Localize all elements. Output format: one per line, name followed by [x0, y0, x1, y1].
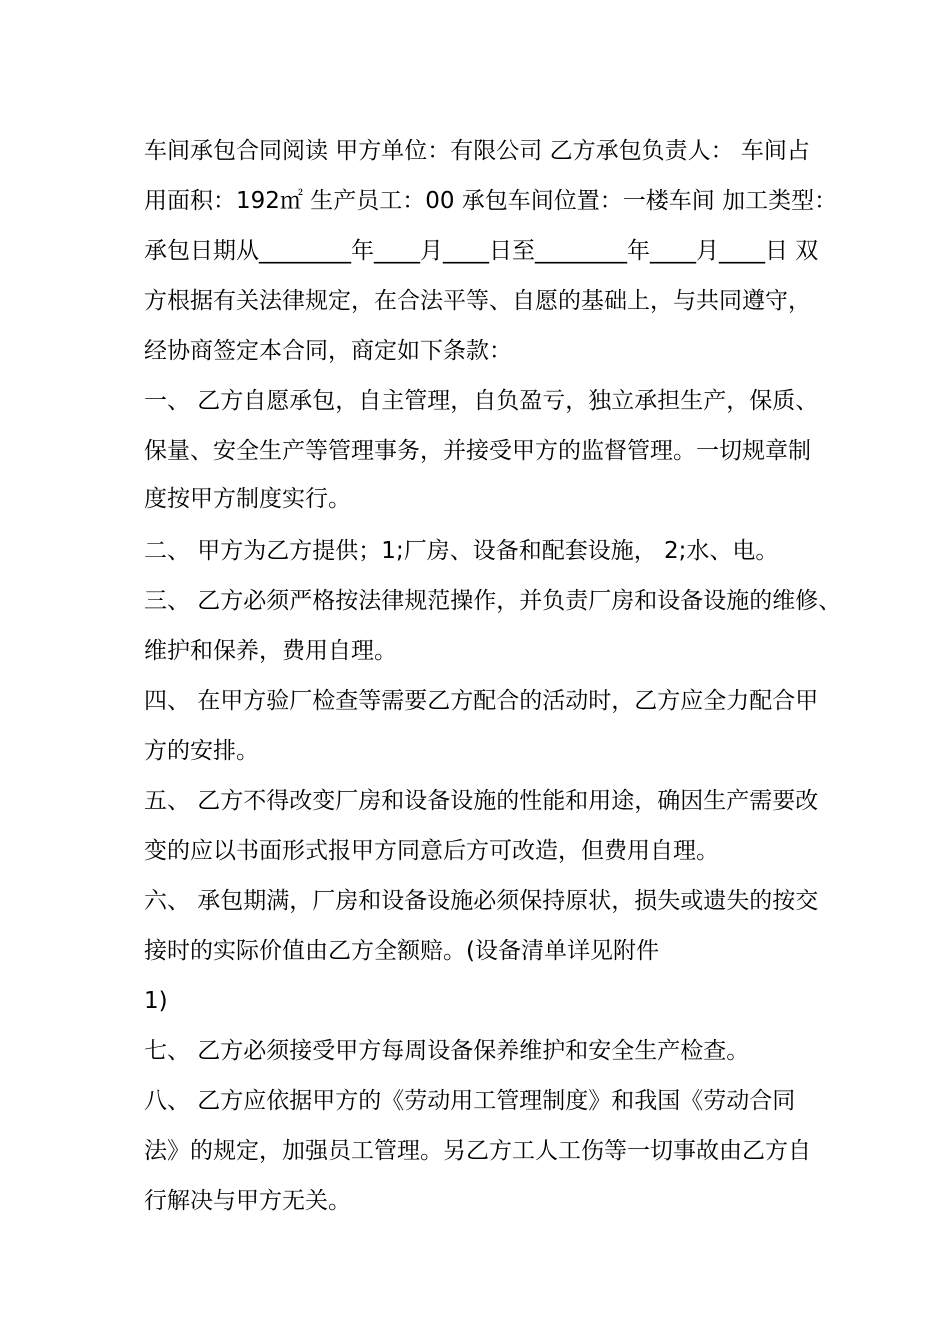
clause-4: 四、 在甲方验厂检查等需要乙方配合的活动时，乙方应全力配合甲: [144, 688, 819, 714]
text-line: 度按甲方制度实行。: [144, 486, 351, 512]
clause-5: 五、 乙方不得改变厂房和设备设施的性能和用途，确因生产需要改: [144, 788, 819, 814]
clause-8: 八、 乙方应依据甲方的《劳动用工管理制度》和我国《劳动合同: [144, 1088, 796, 1114]
text-line: 承包日期从________年____月____日至________年____月____日 双: [144, 238, 819, 264]
clause-3: 三、 乙方必须严格按法律规范操作，并负责厂房和设备设施的维修、: [144, 588, 842, 614]
text-line: 接时的实际价值由乙方全额赔。(设备清单详见附件: [144, 938, 659, 964]
text-line: 经协商签定本合同，商定如下条款：: [144, 338, 512, 364]
text-line: 1): [144, 988, 168, 1014]
text-line: 保量、安全生产等管理事务，并接受甲方的监督管理。一切规章制: [144, 438, 811, 464]
text-line: 方的安排。: [144, 738, 259, 764]
clause-2: 二、 甲方为乙方提供；1;厂房、设备和配套设施， 2;水、电。: [144, 538, 779, 564]
clause-7: 七、 乙方必须接受甲方每周设备保养维护和安全生产检查。: [144, 1038, 750, 1064]
clause-1: 一、 乙方自愿承包，自主管理，自负盈亏，独立承担生产，保质、: [144, 388, 819, 414]
text-line: 方根据有关法律规定，在合法平等、自愿的基础上，与共同遵守，: [144, 288, 811, 314]
clause-6: 六、 承包期满，厂房和设备设施必须保持原状，损失或遗失的按交: [144, 888, 819, 914]
text-line: 行解决与甲方无关。: [144, 1188, 351, 1214]
text-line: 法》的规定，加强员工管理。另乙方工人工伤等一切事故由乙方自: [144, 1138, 811, 1164]
text-line: 车间承包合同阅读 甲方单位：有限公司 乙方承包负责人： 车间占: [144, 138, 810, 164]
text-line: 维护和保养，费用自理。: [144, 638, 397, 664]
text-line: 用面积：192㎡ 生产员工：00 承包车间位置：一楼车间 加工类型：: [144, 188, 838, 214]
text-line: 变的应以书面形式报甲方同意后方可改造，但费用自理。: [144, 838, 719, 864]
